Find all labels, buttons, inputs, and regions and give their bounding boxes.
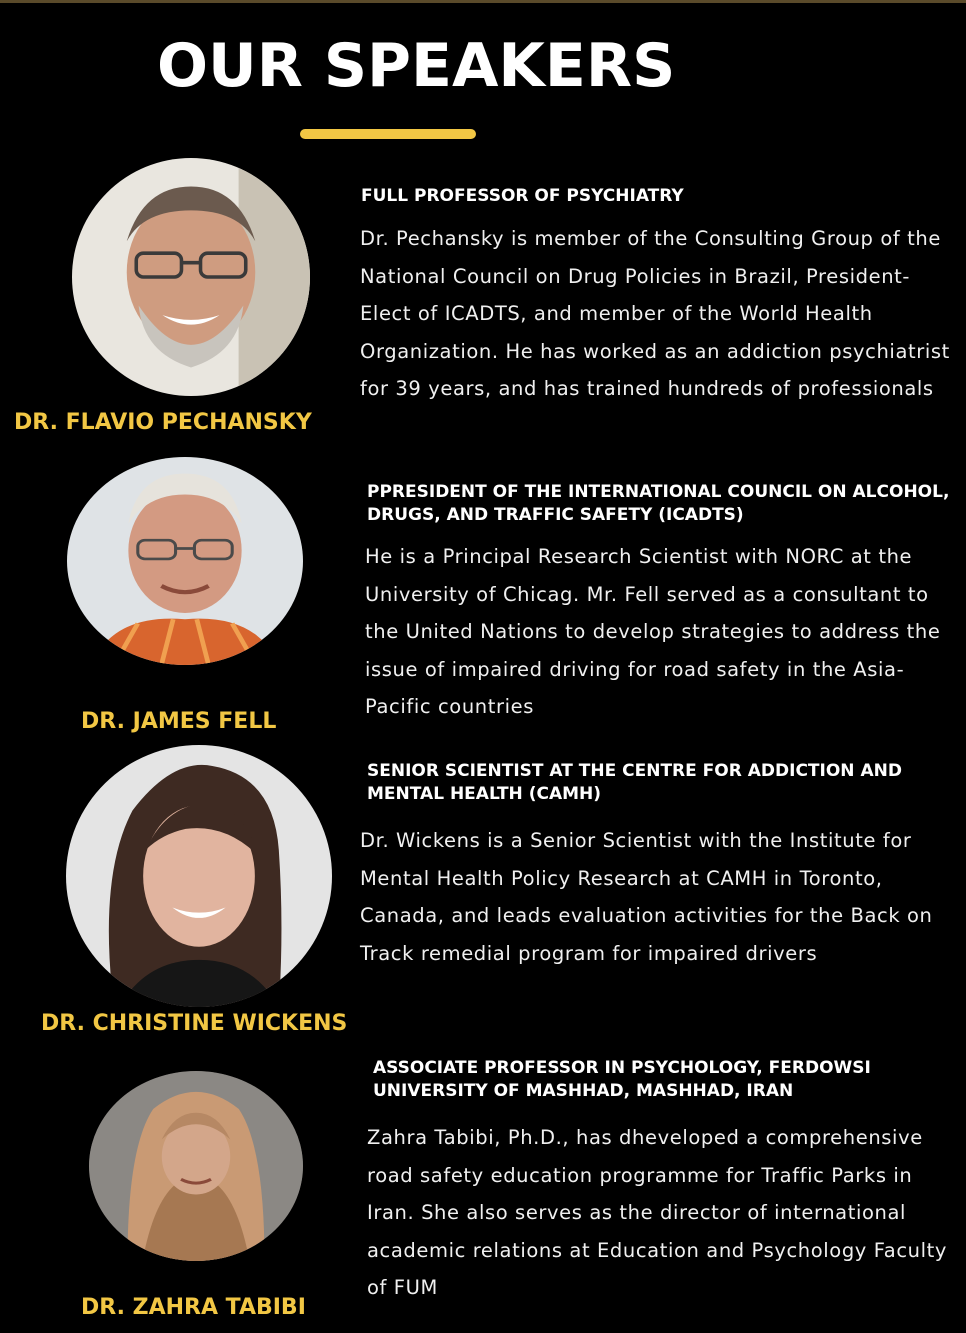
speaker-photo-tabibi: [89, 1071, 303, 1261]
speaker-bio-pechansky: Dr. Pechansky is member of the Consulting Group of the National Council on Drug Policies in Brazil, President-Elect of ICADTS, and member of the World Health Organization. He has worked as an addiction psychiatrist for 39 years, and has trained hundreds of professionals: [360, 227, 950, 400]
speaker-name-tabibi: DR. ZAHRA TABIBI: [81, 1295, 306, 1320]
speaker-name-pechansky: DR. FLAVIO PECHANSKY: [14, 410, 312, 435]
speaker-bio-fell: He is a Principal Research Scientist with NORC at the University of Chicag. Mr. Fell served as a consultant to the United Nations to develop strategies to address the issue of impaired driving for road safety in the Asia-Pacific countries: [365, 545, 941, 718]
speaker-name-fell: DR. JAMES FELL: [81, 709, 277, 734]
speaker-photo-pechansky: [72, 158, 310, 396]
speaker-role-wickens: SENIOR SCIENTIST AT THE CENTRE FOR ADDICTION AND MENTAL HEALTH (CAMH): [367, 761, 902, 804]
speaker-photo-wickens: [66, 745, 332, 1007]
page-title: OUR SPEAKERS: [157, 31, 676, 101]
speaker-photo-fell: [67, 457, 303, 665]
speaker-role-fell: PPRESIDENT OF THE INTERNATIONAL COUNCIL ON ALCOHOL, DRUGS, AND TRAFFIC SAFETY (ICADTS): [367, 482, 950, 525]
top-border: [0, 0, 966, 3]
speaker-bio-tabibi: Zahra Tabibi, Ph.D., has dheveloped a comprehensive road safety education programme for Traffic Parks in Iran. She also serves as the director of international academic relations at Education and Psychology Faculty of FUM: [367, 1126, 947, 1299]
speaker-bio-wickens: Dr. Wickens is a Senior Scientist with the Institute for Mental Health Policy Research at CAMH in Toronto, Canada, and leads evaluation activities for the Back on Track remedial program for impaired drivers: [360, 829, 933, 965]
speaker-role-pechansky: FULL PROFESSOR OF PSYCHIATRY: [361, 186, 684, 206]
speaker-role-tabibi: ASSOCIATE PROFESSOR IN PSYCHOLOGY, FERDOWSI UNIVERSITY OF MASHHAD, MASHHAD, IRAN: [373, 1058, 871, 1101]
title-underline: [300, 129, 476, 139]
speaker-name-wickens: DR. CHRISTINE WICKENS: [41, 1011, 348, 1036]
